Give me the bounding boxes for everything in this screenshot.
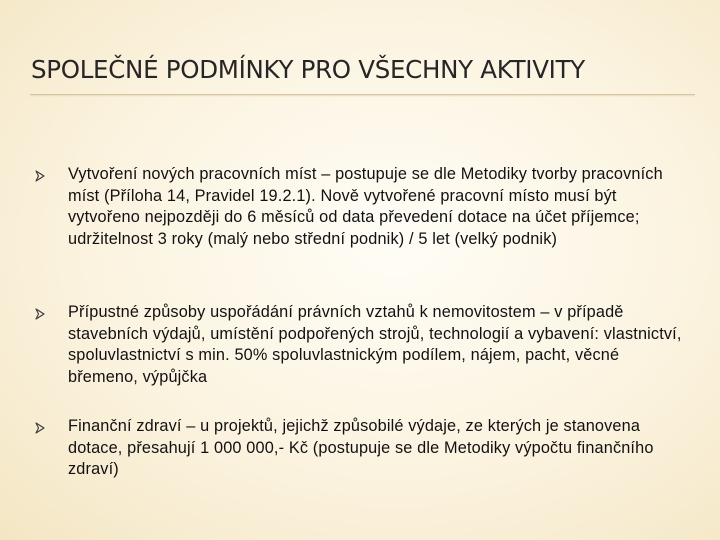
title-divider-shadow xyxy=(30,95,695,97)
bullet-text: Finanční zdraví – u projektů, jejichž způsobilé výdaje, ze kterých je stanovena dotace, přesahují 1 000 000,- Kč (postupuje se dle Metodiky výpočtu finančního zdraví) xyxy=(68,417,654,479)
bullet-text: Přípustné způsoby uspořádání právních vztahů k nemovitostem – v případě stavebních výdajů, umístění podpořených strojů, technologií a vybavení: vlastnictví, spoluvlastnictví s min. 50% spoluvlastnickým podílem, nájem, pacht, věcné břemeno, výpůjčka xyxy=(68,303,682,386)
bullet-text: Vytvoření nových pracovních míst – postupuje se dle Metodiky tvorby pracovních míst (Příloha 14, Pravidel 19.2.1). Nově vytvořené pracovní místo musí být vytvořeno nejpozději do 6 měsíců od data převedení dotace na účet příjemce; udržitelnost 3 roky (malý nebo střední podnik) / 5 let (velký podnik) xyxy=(68,165,663,248)
arrowhead-bullet-icon xyxy=(34,422,46,434)
slide-title: SPOLEČNÉ PODMÍNKY PRO VŠECHNY AKTIVITY xyxy=(31,55,585,84)
arrowhead-bullet-icon xyxy=(34,308,46,320)
arrowhead-bullet-icon xyxy=(34,170,46,182)
